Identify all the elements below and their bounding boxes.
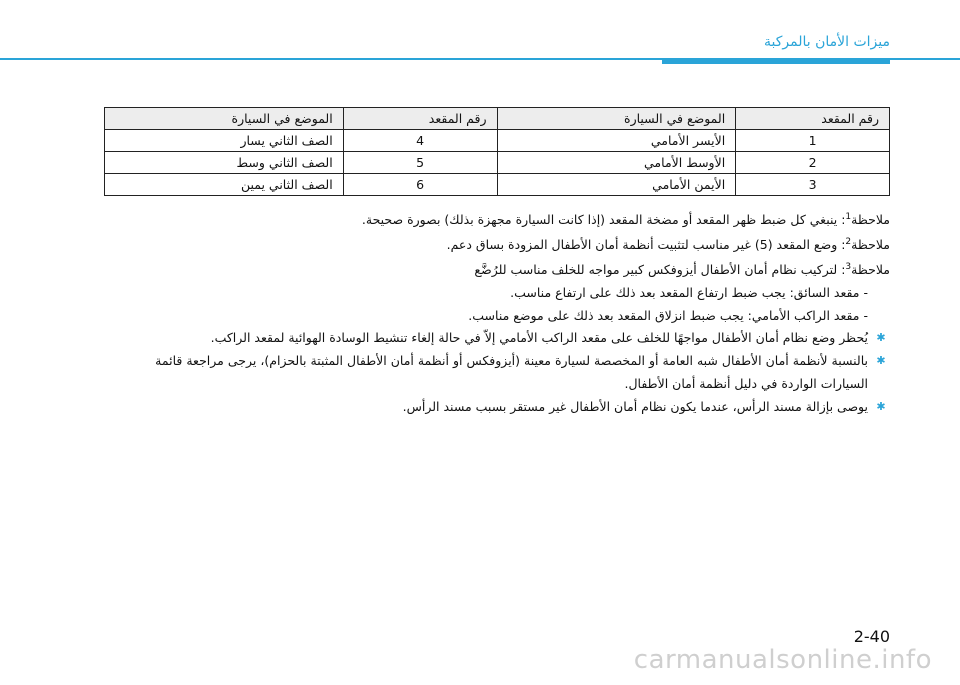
- star-bullet-icon: ✱: [876, 331, 886, 344]
- bullet-text: بالنسبة لأنظمة أمان الأطفال شبه العامة أو المخصصة لسيارة معينة (أيزوفكس أو أنظمة أمان الأطفال المثبتة بالحزام)، يرجى مراجعة قائمة السيارات الواردة في دليل أنظمة أمان الأطفال.: [155, 353, 868, 391]
- table-cell: الأيسر الأمامي: [497, 130, 736, 152]
- table-cell: الصف الثاني يسار: [105, 130, 344, 152]
- table-row: [105, 130, 890, 152]
- table-cell: 2: [736, 152, 890, 174]
- table-cell: 3: [736, 174, 890, 196]
- column-header: رقم المقعد: [343, 108, 497, 130]
- table-cell: الصف الثاني يمين: [105, 174, 344, 196]
- table-cell: الأوسط الأمامي: [497, 152, 736, 174]
- site-watermark: carmanualsonline.info: [633, 645, 932, 675]
- table-cell: الأيمن الأمامي: [497, 174, 736, 196]
- caution-list: [104, 326, 890, 418]
- note-superscript: 1: [845, 212, 852, 222]
- header-accent-bar: [662, 58, 890, 64]
- sub-note-driver-seat: - مقعد السائق: يجب ضبط ارتفاع المقعد بعد ذلك على ارتفاع مناسب.: [510, 285, 868, 301]
- page-number: 2-40: [853, 627, 890, 646]
- list-item: [104, 349, 890, 395]
- note-text: : وضع المقعد (5) غير مناسب لتثبيت أنظمة أمان الأطفال المزودة بساق دعم.: [446, 237, 846, 253]
- column-header: رقم المقعد: [736, 108, 890, 130]
- note-superscript: 2: [845, 237, 852, 248]
- note-text: : لتركيب نظام أمان الأطفال أيزوفكس كبير مواجه للخلف مناسب للرُضَّع: [474, 262, 846, 278]
- bullet-text: يوصى بإزالة مسند الرأس، عندما يكون نظام أمان الأطفال غير مستقر بسبب مسند الرأس.: [402, 399, 868, 414]
- list-item: [104, 395, 890, 418]
- note-label: ملاحظة: [851, 237, 890, 253]
- note-label: ملاحظة: [851, 262, 890, 278]
- star-bullet-icon: ✱: [876, 354, 886, 367]
- table-cell: 6: [343, 174, 497, 196]
- note-text: : ينبغي كل ضبط ظهر المقعد أو مضخة المقعد (إذا كانت السيارة مجهزة بذلك) بصورة صحيحة.: [361, 212, 846, 228]
- list-item: [104, 326, 890, 349]
- notes-section: [104, 206, 890, 327]
- table-header-row: [105, 108, 890, 130]
- star-bullet-icon: ✱: [876, 400, 886, 413]
- column-header: الموضع في السيارة: [497, 108, 736, 130]
- note-label: ملاحظة: [851, 212, 890, 228]
- section-title: ميزات الأمان بالمركبة: [764, 34, 890, 50]
- note-2: [104, 231, 890, 256]
- note-3: [104, 256, 890, 281]
- note-superscript: 3: [845, 262, 852, 273]
- table-cell: 4: [343, 130, 497, 152]
- bullet-text: يُحظر وضع نظام أمان الأطفال مواجهًا للخلف على مقعد الراكب الأمامي إلاّ في حالة إلغاء تنشيط الوسادة الهوائية لمقعد الراكب.: [210, 330, 868, 345]
- table-row: [105, 174, 890, 196]
- note-1: [104, 206, 890, 231]
- table-row: [105, 152, 890, 174]
- table-cell: 5: [343, 152, 497, 174]
- column-header: الموضع في السيارة: [105, 108, 344, 130]
- seat-position-table: [104, 107, 890, 196]
- table-cell: 1: [736, 130, 890, 152]
- table-cell: الصف الثاني وسط: [105, 152, 344, 174]
- sub-note-passenger-seat: - مقعد الراكب الأمامي: يجب ضبط انزلاق المقعد بعد ذلك على موضع مناسب.: [468, 308, 868, 324]
